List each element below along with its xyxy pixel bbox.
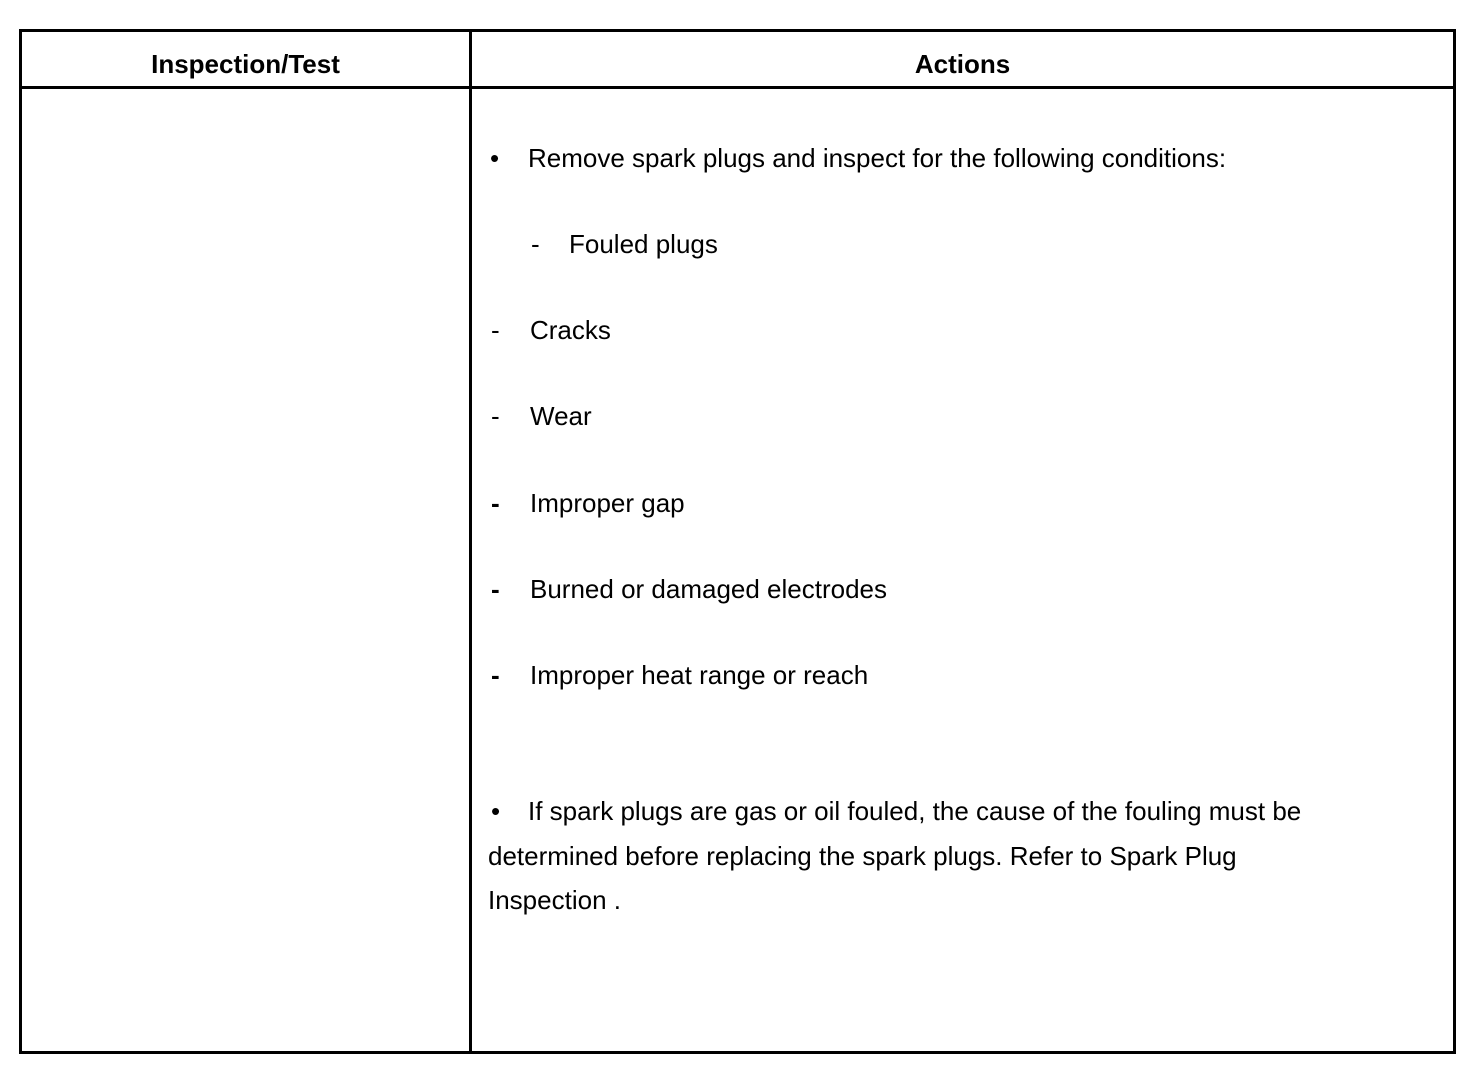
bullet-marker: • <box>491 796 501 826</box>
header-inspection-test: Inspection/Test <box>151 49 340 79</box>
condition-item: Burned or damaged electrodes <box>530 574 888 604</box>
condition-marker: - <box>531 229 540 259</box>
bullet-marker: • <box>490 143 500 173</box>
condition-item: Wear <box>530 401 592 431</box>
condition-marker: - <box>491 574 500 604</box>
fouling-note <box>488 789 1348 923</box>
condition-item: Improper heat range or reach <box>530 660 869 690</box>
fouling-note-text: If spark plugs are gas or oil fouled, the cause of the fouling must be determined before replacing the spark plugs. Refer to Spark Plug Inspection . <box>488 796 1302 915</box>
condition-marker: - <box>491 488 500 518</box>
condition-marker: - <box>491 660 500 690</box>
header-actions: Actions <box>914 49 1011 79</box>
intro-instruction: Remove spark plugs and inspect for the following conditions: <box>528 143 1227 173</box>
condition-marker: - <box>491 315 500 345</box>
condition-item: Fouled plugs <box>569 229 718 259</box>
condition-marker: - <box>491 401 500 431</box>
condition-item: Improper gap <box>530 488 685 518</box>
condition-item: Cracks <box>530 315 611 345</box>
inspection-table <box>19 29 1456 1054</box>
actions-cell <box>22 32 1453 1051</box>
